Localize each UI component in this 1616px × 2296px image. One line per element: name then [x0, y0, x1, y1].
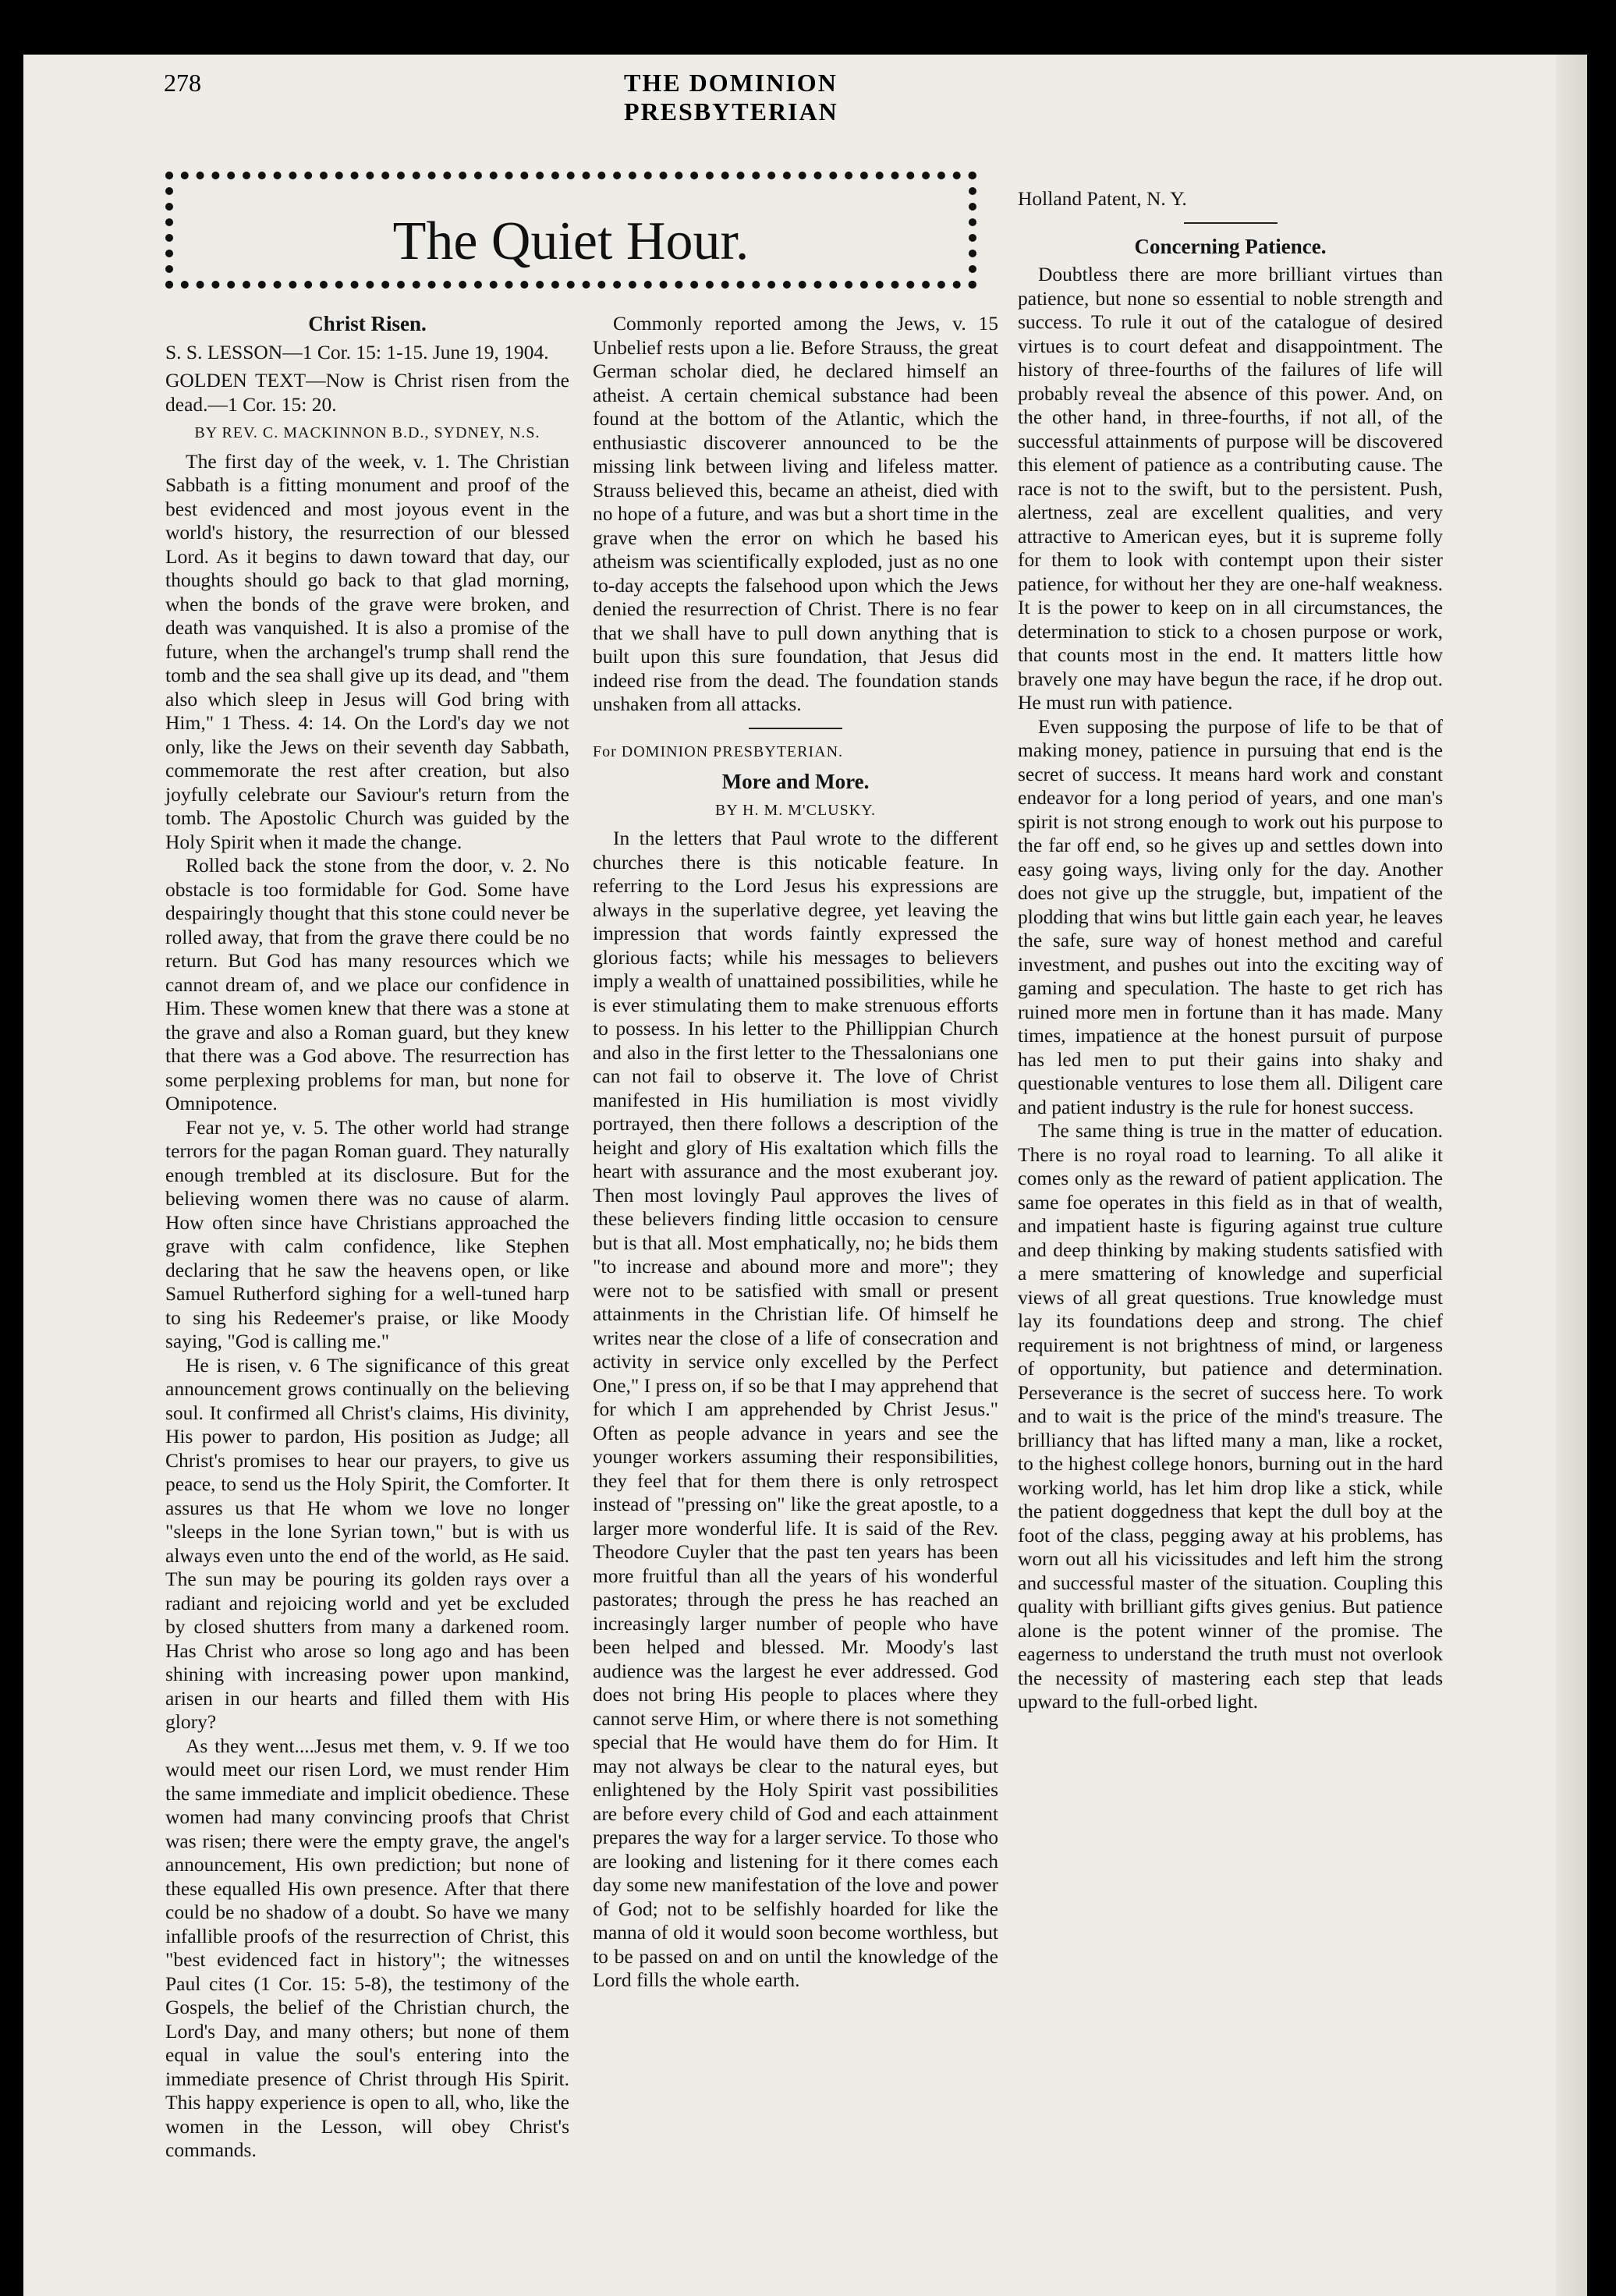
- page-edge: [1556, 55, 1587, 2296]
- paragraph: The first day of the week, v. 1. The Christian Sabbath is a fitting monument and proof of the best evidenced and most joyous event in the world's history, the resurrection of our blessed Lord. As it begins to dawn toward that day, our thoughts should go back to that glad morning, when the bonds of the grave were broken, and death was vanquished. It is also a promise of the future, when the archangel's trump shall rend the tomb and the sea shall give up its dead, and "them also which sleep in Jesus will God bring with Him," 1 Thess. 4: 14. On the Lord's day we not only, like the Jews on their seventh day Sabbath, commemorate the rest after creation, but also joyfully celebrate our Saviour's return from the tomb. The Apostolic Church was guided by the Holy Spirit when it made the change.: [165, 449, 569, 853]
- running-header: [164, 69, 1037, 126]
- article-location: Holland Patent, N. Y.: [1018, 187, 1187, 210]
- paragraph: Doubtless there are more brilliant virtues than patience, but none so essential to noble strength and success. To rule it out of the catalogue of desired virtues is to court defeat and disappointment. The history of three-fourths of the failures of life will probably reveal the absence of this power. And, on the other hand, in three-fourths, if not all, of the successful attainments of purpose will be discovered this element of patience as a contributing cause. The race is not to the swift, but to the persistent. Push, alertness, zeal are excellent qualities, and very attractive to American eyes, but it is supreme folly for them to look with contempt upon their sister patience, for without her they are one-half weakness. It is the power to keep on in all circumstances, the determination to stick to a chosen purpose or work, that counts most in the end. It matters little how bravely one may have begun the race, if he drop out. He must run with patience.: [1018, 263, 1443, 714]
- publication-title: THE DOMINION PRESBYTERIAN: [624, 69, 838, 126]
- article-title: More and More.: [721, 770, 870, 793]
- page-number: 278: [164, 69, 201, 97]
- section-title: The Quiet Hour.: [392, 211, 750, 271]
- section-banner: [165, 172, 976, 289]
- golden-text: GOLDEN TEXT—Now is Christ risen from the dead.—1 Cor. 15: 20.: [165, 369, 569, 416]
- article-byline: BY REV. C. MACKINNON B.D., SYDNEY, N.S.: [194, 424, 540, 441]
- article-title: Concerning Patience.: [1134, 234, 1327, 258]
- article-byline: BY H. M. M'CLUSKY.: [714, 801, 877, 819]
- paragraph: The same thing is true in the matter of education. There is no royal road to learning. To all alike it comes only as the reward of patient application. The same foe operates in this field as in that of wealth, and impatient haste is figuring against true culture and deep thinking by making students satisfied with a mere smattering of knowledge and superficial views of all great questions. True knowledge must lay its foundations deep and strong. The chief requirement is not brightness of mind, or largeness of opportunity, but patience and determination. Perseverance is the secret of success here. To work and to wait is the price of the mind's treasure. The brilliancy that has lifted many a man, like a rocket, to the highest college honors, burning out in the hard working world, has let him drop like a stick, while the patient doggedness that kept the dull boy at the foot of the class, pegging away at his problems, has worn out all his vicissitudes and left him the strong and successful master of the situation. Coupling this quality with brilliant gifts gives genius. But patience alone is the potent winner of the promise. The eagerness to understand the truth must not overlook the necessity of mastering each step that leads upward to the full-orbed light.: [1018, 1119, 1443, 1713]
- column-1: [165, 312, 569, 2163]
- paragraph: Even supposing the purpose of life to be that of making money, patience in pursuing that end is the secret of success. It means hard work and constant endeavor for a long period of years, and one man's spirit is not strong enough to work out his purpose to the far off end, so he gives up and settles down into easy going ways, living only for the day. Another does not give up the struggle, but, impatient of the plodding that wins but little gain each year, he leaves the safe, sure way of honest method and careful investment, and pushes out into the exciting way of gaming and speculation. The haste to get rich has ruined more men in fortune than it has made. Many times, impatience at the honest pursuit of purpose has led men to put their gains into shaky and questionable ventures to lose them all. Diligent care and patient industry is the rule for honest success.: [1018, 714, 1443, 1118]
- column-3: [1018, 179, 1443, 1714]
- paragraph: Fear not ye, v. 5. The other world had strange terrors for the pagan Roman guard. They naturally enough trembled at its disclosure. But for the believing women there was no cause of alarm. How often since have Christians approached the grave with calm confidence, like Stephen declaring that he saw the heavens open, or like Samuel Rutherford sighing for a well-tuned harp to sing his Redeemer's praise, or like Moody saying, "God is calling me.": [165, 1115, 569, 1352]
- article-source: For DOMINION PRESBYTERIAN.: [593, 742, 844, 760]
- column-2: [593, 312, 998, 1993]
- paragraph: In the letters that Paul wrote to the different churches there is this noticable feature. In referring to the Lord Jesus his expressions are always in the superlative degree, yet leaving the impression that words faintly expressed the glorious facts; while his messages to believers imply a wealth of unattained possibilities, while he is ever stimulating them to make strenuous efforts to possess. In his letter to the Phillippian Church and also in the first letter to the Thessalonians one can not fail to observe it. The love of Christ manifested in His humiliation is most vividly portrayed, then there follows a description of the height and glory of His exaltation which fills the heart with assurance and the most exuberant joy. Then most lovingly Paul approves the lives of these believers finding little occasion to censure but is that all. Most emphatically, no; he bids them "to increase and abound more and more"; they were not to be satisfied with small or present attainments in the Christian life. Of himself he writes near the close of a life of consecration and activity in service only excelled by the Perfect One," I press on, if so be that I may apprehend that for which I am apprehended by Christ Jesus." Often as people advance in years and see the younger workers assuming their responsibilities, they feel that for them there is only retrospect instead of "pressing on" like the great apostle, to a larger more wonderful life. It is said of the Rev. Theodore Cuyler that the past ten years has been more fruitful than all the years of his wonderful pastorates; through the press he has reached an increasingly larger number of people who have been helped and blessed. Mr. Moody's last audience was the largest he ever addressed. God does not bring His people to places where they cannot serve Him, or where there is not something special that He would have them do for Him. It may not always be clear to the natural eyes, but enlightened by the Holy Spirit vast possibilities are before every child of God and each attainment prepares the way for a larger service. To those who are looking and listening for it there comes each day some new manifestation of the love and power of God; not to be selfishly hoarded for like the manna of old it would soon become worthless, but to be passed on and on until the knowledge of the Lord fills the whole earth.: [593, 827, 998, 1991]
- divider: [749, 728, 842, 729]
- divider: [1184, 222, 1278, 224]
- article-title: Christ Risen.: [308, 312, 427, 335]
- paragraph: Rolled back the stone from the door, v. 2. No obstacle is too formidable for God. Some have despairingly thought that this stone could never be rolled away, that from the grave there could be no return. But God has many resources which we cannot dream of, and we place our confidence in Him. These women knew that there was a stone at the grave and also a Roman guard, but they knew that there was a God above. The resurrection has some perplexing problems for man, but none for Omnipotence.: [165, 854, 569, 1114]
- paragraph: He is risen, v. 6 The significance of this great announcement grows continually on the believing soul. It confirmed all Christ's claims, His divinity, His power to pardon, His position as Judge; all Christ's promises to hear our prayers, to give us peace, to send us the Holy Spirit, the Comforter. It assures us that He whom we love no longer "sleeps in the lone Syrian town," but is with us always even unto the end of the world, as He said. The sun may be pouring its golden rays over a radiant and rejoicing world and yet be excluded by closed shutters from many a darkened room. Has Christ who arose so long ago and has been shining with increasing power upon mankind, arisen in our hearts and filled them with His glory?: [165, 1353, 569, 1733]
- paragraph: Commonly reported among the Jews, v. 15 Unbelief rests upon a lie. Before Strauss, the great German scholar died, he declared himself an atheist. A certain chemical substance had been found at the bottom of the Atlantic, which the enthusiastic discoverer announced to be the missing link between living and lifeless matter. Strauss believed this, became an atheist, died with no hope of a future, and was but a short time in the grave when the error on which he based his atheism was scientifically exploded, just as no one to-day accepts the falsehood upon which the Jews denied the resurrection of Christ. There is no fear that we shall have to pull down anything that is built upon this sure foundation, that Jesus did indeed rise from the dead. The foundation stands unshaken from all attacks.: [593, 312, 998, 715]
- lesson-reference: S. S. LESSON—1 Cor. 15: 1-15. June 19, 1904.: [165, 340, 549, 363]
- paragraph: As they went....Jesus met them, v. 9. If we too would meet our risen Lord, we must render Him the same immediate and implicit obedience. These women had many convincing proofs that Christ was risen; there were the empty grave, the angel's announcement, His own prediction; but none of these equalled His own presence. After that there could be no shadow of a doubt. So have we many infallible proofs of the resurrection of Christ, this "best evidenced fact in history"; the witnesses Paul cites (1 Cor. 15: 5-8), the testimony of the Gospels, the belief of the Christian church, the Lord's Day, and many others; but none of them equal in value the soul's entering into the immediate presence of Christ through His Spirit. This happy experience is open to all, who, like the women in the Lesson, will obey Christ's commands.: [165, 1734, 569, 2161]
